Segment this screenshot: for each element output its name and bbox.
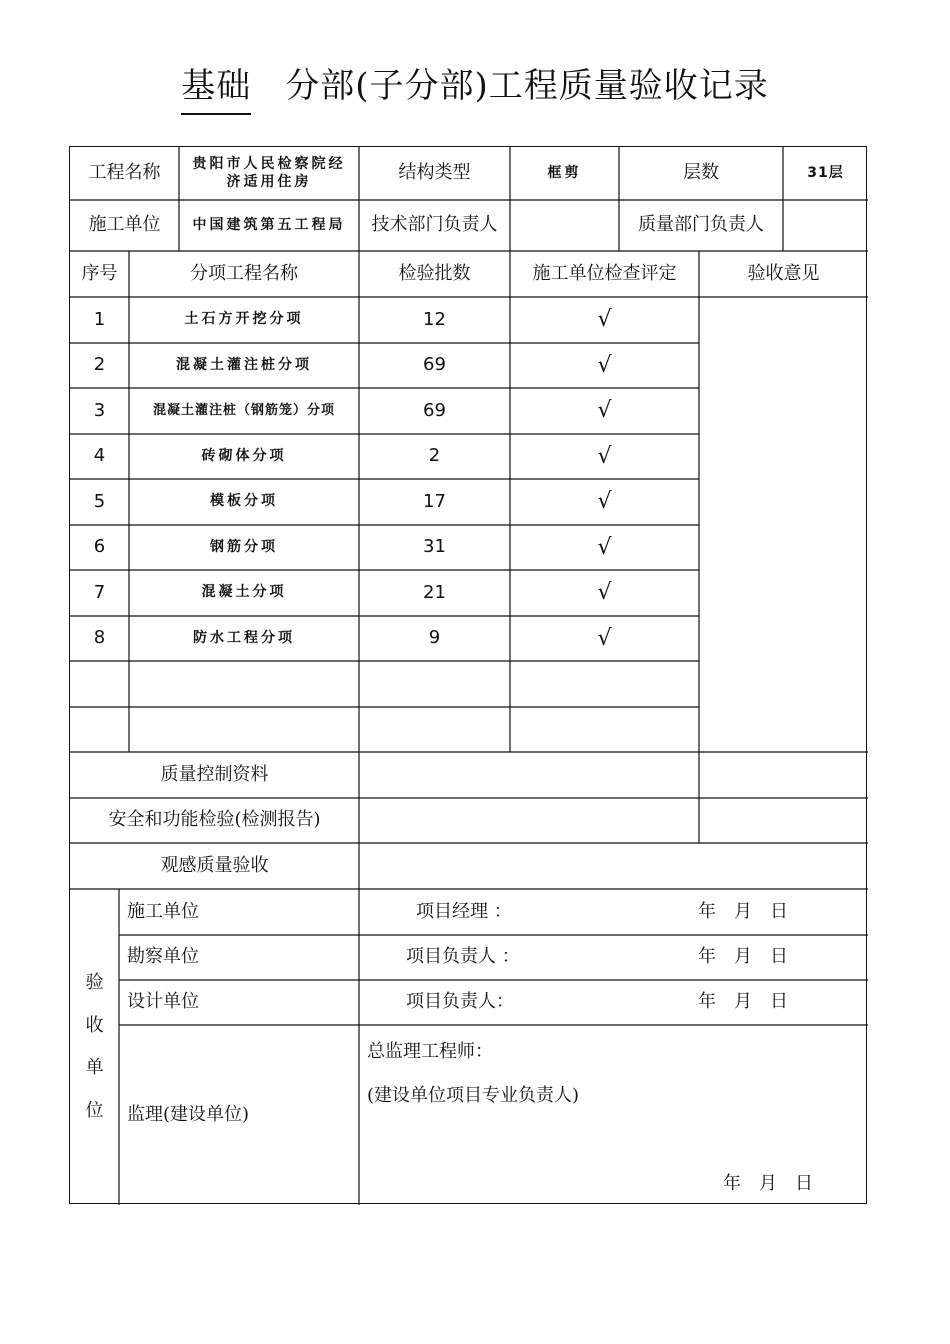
contractor-label: 施工单位 — [88, 214, 161, 236]
row-item-name: 钢筋分项 — [210, 538, 278, 555]
row-item-name: 混凝土灌注桩分项 — [176, 356, 312, 373]
title-project-type: 基础 — [181, 58, 251, 115]
row-batch-count — [359, 661, 510, 707]
appearance-label: 观感质量验收 — [160, 854, 269, 876]
row-item-name: 防水工程分项 — [193, 629, 295, 646]
tech-head-value[interactable] — [510, 200, 619, 251]
survey-unit-label: 勘察单位 — [127, 946, 199, 968]
acceptance-label-char: 收 — [85, 1014, 104, 1036]
row-check-mark: √ — [597, 489, 612, 515]
row-batch-count: 21 — [423, 581, 446, 603]
survey-unit-role: 项目负责人 ： — [406, 946, 520, 968]
construction-unit-role: 项目经理 ： — [416, 900, 512, 922]
row-check-mark: √ — [597, 352, 612, 378]
quality-head-label: 质量部门负责人 — [638, 214, 764, 236]
row-item-name: 砖砌体分项 — [201, 447, 287, 464]
row-batch-count: 12 — [423, 308, 446, 330]
design-unit-label: 设计单位 — [127, 991, 199, 1013]
tech-head-label: 技术部门负责人 — [371, 214, 498, 236]
column-header-name: 分项工程名称 — [190, 262, 298, 284]
row-item-name: 模板分项 — [210, 493, 278, 510]
floors-value: 31层 — [807, 164, 844, 181]
row-batch-count: 17 — [423, 490, 446, 512]
row-number — [70, 707, 129, 752]
row-check-mark: √ — [597, 398, 612, 424]
acceptance-label-char: 单 — [85, 1057, 104, 1078]
row-number: 1 — [93, 308, 106, 330]
acceptance-units-label — [70, 889, 119, 1205]
construction-unit-date: 年 月 日 — [698, 900, 788, 922]
row-number: 2 — [93, 354, 106, 376]
row-item-name: 混凝土分项 — [201, 584, 287, 601]
row-batch-count: 69 — [423, 399, 446, 421]
title-main: 分部(子分部)工程质量验收记录 — [285, 66, 769, 106]
contractor-value: 中国建筑第五工程局 — [192, 216, 346, 233]
acceptance-label-char: 验 — [85, 972, 104, 993]
row-check-mark: √ — [597, 307, 612, 333]
quality-head-value[interactable] — [783, 200, 868, 251]
quality-docs-label: 质量控制资料 — [160, 763, 269, 785]
row-number: 8 — [93, 627, 106, 649]
supervision-date: 年 月 日 — [723, 1172, 813, 1194]
row-check-mark: √ — [597, 443, 612, 469]
owner-representative-label: (建设单位项目专业负责人) — [367, 1084, 580, 1106]
design-unit-role: 项目负责人： — [406, 991, 514, 1013]
structure-type-label: 结构类型 — [398, 162, 471, 184]
row-number: 3 — [93, 399, 106, 421]
row-number: 6 — [93, 536, 106, 558]
row-item-name: 混凝土灌注桩（钢筋笼）分项 — [152, 402, 335, 418]
row-check-mark — [510, 707, 699, 752]
row-item-name — [129, 661, 359, 707]
project-name-label: 工程名称 — [88, 162, 161, 184]
row-check-mark — [510, 661, 699, 707]
row-check-mark: √ — [597, 580, 612, 606]
column-header-no: 序号 — [81, 262, 118, 284]
row-item-name — [129, 707, 359, 752]
row-batch-count: 69 — [423, 354, 446, 376]
row-batch-count: 2 — [428, 445, 441, 467]
safety-check-label: 安全和功能检验(检测报告) — [108, 809, 321, 831]
chief-supervisor-label: 总监理工程师： — [367, 1040, 493, 1062]
row-number: 4 — [93, 445, 106, 467]
row-item-name: 土石方开挖分项 — [184, 311, 304, 328]
column-header-check: 施工单位检查评定 — [532, 262, 677, 284]
acceptance-record-table — [69, 146, 867, 1204]
design-unit-date: 年 月 日 — [698, 991, 788, 1013]
survey-unit-date: 年 月 日 — [698, 946, 788, 968]
page-title — [0, 58, 950, 115]
row-check-mark: √ — [597, 534, 612, 560]
column-header-count: 检验批数 — [398, 262, 471, 284]
project-name-value: 贵阳市人民检察院经济适用住房 — [192, 156, 346, 190]
row-batch-count: 31 — [423, 536, 446, 558]
row-number: 5 — [93, 490, 106, 512]
acceptance-label-char: 位 — [85, 1099, 104, 1121]
column-header-opinion: 验收意见 — [747, 262, 820, 284]
construction-unit-label: 施工单位 — [127, 900, 199, 922]
row-batch-count — [359, 707, 510, 752]
row-number: 7 — [93, 581, 106, 603]
floors-label: 层数 — [683, 162, 719, 184]
structure-type-value: 框剪 — [547, 164, 582, 181]
supervision-unit-label: 监理(建设单位) — [127, 1103, 250, 1125]
row-batch-count: 9 — [428, 627, 441, 649]
row-number — [70, 661, 129, 707]
row-check-mark: √ — [597, 625, 612, 651]
acceptance-opinion-cell[interactable] — [699, 297, 868, 752]
